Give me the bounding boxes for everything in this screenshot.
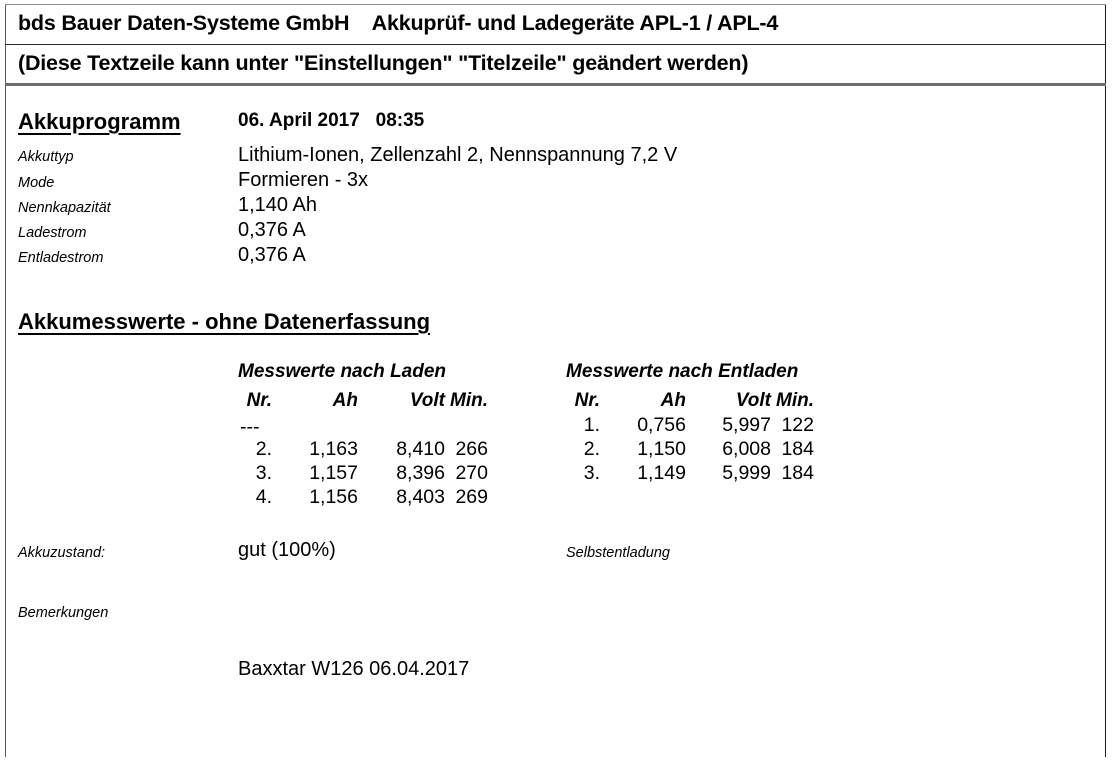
table-row: 5,997: [722, 414, 771, 436]
charge-table-header-min: Min.: [450, 390, 488, 411]
footer-value-akkuzustand: gut (100%): [238, 539, 336, 561]
table-row: 3.: [583, 462, 600, 484]
page-border-left: [5, 4, 6, 757]
header-rule-top: [5, 4, 1106, 5]
table-row: 0,756: [637, 414, 686, 436]
discharge-table-header-volt: Volt: [735, 390, 771, 411]
table-row: 1,150: [637, 438, 686, 460]
table-row: 1.: [583, 414, 600, 436]
discharge-table-header-min: Min.: [776, 390, 814, 411]
field-label-nennkapazitaet: Nennkapazität: [18, 200, 111, 216]
table-row: 184: [781, 438, 814, 460]
header-rule-bottom: [5, 83, 1106, 86]
custom-title-line: (Diese Textzeile kann unter "Einstellungen" "Titelzeile" geändert werden): [18, 51, 749, 75]
discharge-table-header-nr: Nr.: [574, 390, 600, 411]
program-datetime: 06. April 2017 08:35: [238, 110, 425, 131]
field-label-entladestrom: Entladestrom: [18, 250, 104, 266]
discharge-table-header-ah: Ah: [660, 390, 686, 411]
footer-label-selbstentladung: Selbstentladung: [566, 545, 670, 561]
table-row: 4.: [255, 486, 272, 508]
discharge-table-title: Messwerte nach Entladen: [566, 361, 799, 382]
table-row: 269: [455, 486, 488, 508]
table-row: 122: [781, 414, 814, 436]
charge-table-title: Messwerte nach Laden: [238, 361, 447, 382]
field-value-mode: Formieren - 3x: [238, 169, 369, 191]
section-title-akkumesswerte: Akkumesswerte - ohne Datenerfassung: [18, 309, 431, 334]
header-rule-middle: [5, 44, 1106, 45]
page-border-right: [1105, 4, 1106, 757]
footer-value-bemerkungen: Baxxtar W126 06.04.2017: [238, 658, 470, 680]
charge-table-header-ah: Ah: [332, 390, 358, 411]
table-row: 1,156: [309, 486, 358, 508]
field-value-akkuttyp: Lithium-Ionen, Zellenzahl 2, Nennspannung 7,2 V: [238, 144, 678, 166]
table-row: 8,403: [396, 486, 445, 508]
table-row: 8,396: [396, 462, 445, 484]
footer-label-akkuzustand: Akkuzustand:: [18, 545, 106, 561]
company-and-device-title: bds Bauer Daten-Systeme GmbH Akkuprüf- und Ladegeräte APL-1 / APL-4: [18, 11, 779, 35]
field-value-entladestrom: 0,376 A: [238, 244, 306, 266]
table-row: 184: [781, 462, 814, 484]
charge-table-header-nr: Nr.: [246, 390, 272, 411]
table-row: 8,410: [396, 438, 445, 460]
table-row: 1,149: [637, 462, 686, 484]
table-row: 3.: [255, 462, 272, 484]
charge-table-header-volt: Volt: [409, 390, 445, 411]
section-title-akkuprogramm: Akkuprogramm: [18, 109, 181, 134]
table-row: 270: [455, 462, 488, 484]
table-row: 5,999: [722, 462, 771, 484]
table-row: 1,157: [309, 462, 358, 484]
table-row: ---: [240, 416, 260, 438]
field-label-akkuttyp: Akkuttyp: [18, 149, 74, 165]
field-label-mode: Mode: [18, 175, 55, 191]
table-row: 2.: [583, 438, 600, 460]
table-row: 6,008: [722, 438, 771, 460]
table-row: 2.: [255, 438, 272, 460]
field-value-nennkapazitaet: 1,140 Ah: [238, 194, 317, 216]
field-label-ladestrom: Ladestrom: [18, 225, 87, 241]
table-row: 1,163: [309, 438, 358, 460]
table-row: 266: [455, 438, 488, 460]
footer-label-bemerkungen: Bemerkungen: [18, 605, 109, 621]
field-value-ladestrom: 0,376 A: [238, 219, 306, 241]
